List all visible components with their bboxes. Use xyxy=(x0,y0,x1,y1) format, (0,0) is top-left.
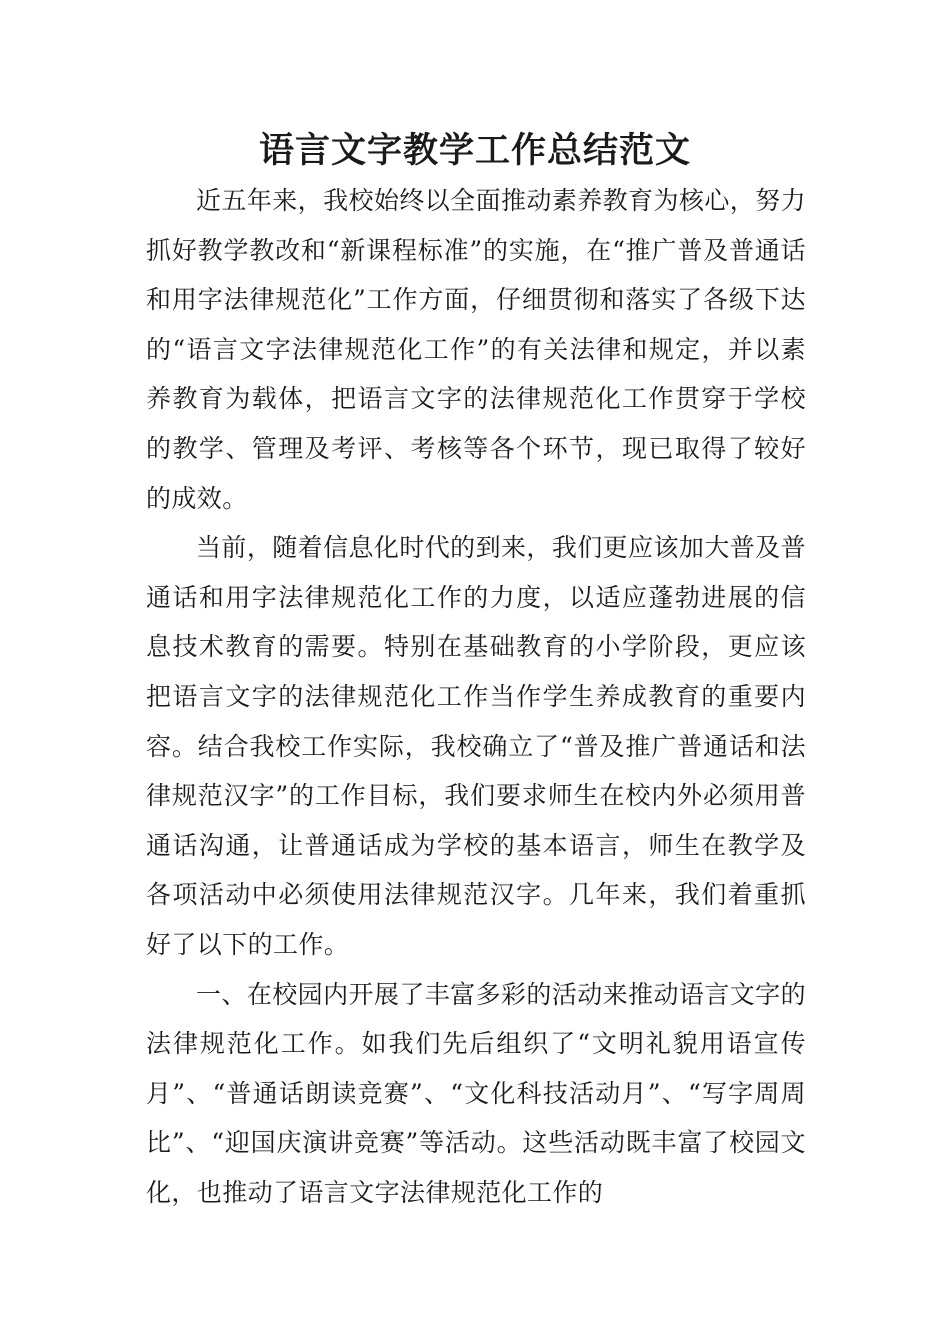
paragraph-2: 当前，随着信息化时代的到来，我们更应该加大普及普通话和用字法律规范化工作的力度，以适应蓬勃进展的信息技术教育的需要。特别在基础教育的小学阶段，更应该把语言文字的法律规范化工作当作学生养成教育的重要内容。结合我校工作实际，我校确立了“普及推广普通话和法律规范汉字”的工作目标，我们要求师生在校内外必须用普通话沟通，让普通话成为学校的基本语言，师生在教学及各项活动中必须使用法律规范汉字。几年来，我们着重抓好了以下的工作。 xyxy=(146,533,806,959)
document-body xyxy=(146,176,806,1217)
document-title: 语言文字教学工作总结范文 xyxy=(258,131,691,171)
paragraph-3: 一、在校园内开展了丰富多彩的活动来推动语言文字的法律规范化工作。如我们先后组织了“文明礼貌用语宣传月”、“普通话朗读竞赛”、“文化科技活动月”、“写字周周比”、“迎国庆演讲竞赛”等活动。这些活动既丰富了校园文化，也推动了语言文字法律规范化工作的 xyxy=(146,979,806,1207)
paragraph-1: 近五年来，我校始终以全面推动素养教育为核心，努力抓好教学教改和“新课程标准”的实施，在“推广普及普通话和用字法律规范化”工作方面，仔细贯彻和落实了各级下达的“语言文字法律规范化工作”的有关法律和规定，并以素养教育为载体，把语言文字的法律规范化工作贯穿于学校的教学、管理及考评、考核等各个环节，现已取得了较好的成效。 xyxy=(146,186,806,513)
